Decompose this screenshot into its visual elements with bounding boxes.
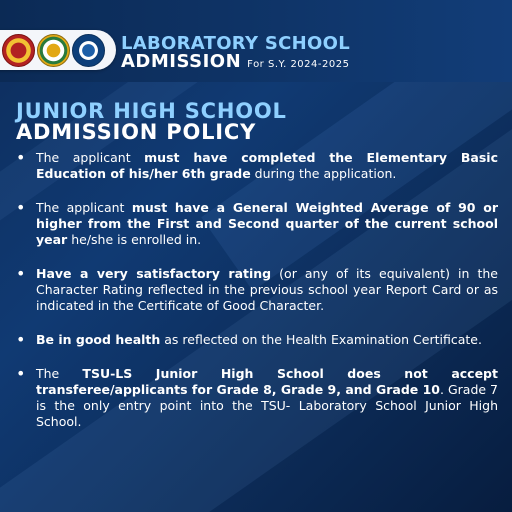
laboratory-school-seal-icon — [72, 34, 105, 67]
school-seal-icon — [37, 34, 70, 67]
policy-item — [14, 332, 498, 348]
policy-text: The applicant — [36, 200, 132, 215]
bullet-icon: • — [16, 148, 26, 167]
policy-text: The applicant — [36, 150, 145, 165]
section-title-line1: JUNIOR HIGH SCHOOL — [16, 99, 287, 123]
policy-list — [14, 150, 498, 430]
policy-text-bold: Have a very satisfactory rating — [36, 266, 272, 281]
policy-text: . Grade 7 is the only entry point into the TSU- Laboratory School Junior High School. — [36, 382, 498, 429]
bullet-icon: • — [16, 264, 26, 283]
policy-text-bold: TSU-LS Junior High School does not accept transferee/applicants for Grade 8, Grade 9, and Grade 10 — [36, 366, 498, 397]
policy-text-bold: must have a General Weighted Average of 90 or higher from the First and Second quarter of the current school year — [36, 200, 499, 247]
policy-text: (or any of its equivalent) in the Character Rating reflected in the previous school year Report Card or as indicated in the Certificate of Good Character. — [36, 266, 498, 313]
policy-text: he/she is enrolled in. — [67, 232, 202, 247]
bullet-icon: • — [16, 330, 26, 349]
tsu-seal-icon — [2, 34, 35, 67]
header-subtitle-row — [121, 52, 349, 75]
header-subtitle: ADMISSION — [121, 51, 242, 72]
policy-text-bold: Be in good health — [36, 332, 161, 347]
school-year: For S.Y. 2024-2025 — [247, 59, 350, 70]
bullet-icon: • — [16, 198, 26, 217]
policy-item — [14, 366, 498, 430]
policy-item — [14, 150, 498, 182]
policy-text: The — [36, 366, 83, 381]
policy-text-bold: must have completed the Elementary Basic Education of his/her 6th grade — [36, 150, 498, 181]
policy-item — [14, 266, 498, 314]
bullet-icon: • — [16, 364, 26, 383]
policy-item — [14, 200, 498, 248]
header-title: LABORATORY SCHOOL — [121, 33, 350, 54]
policy-text: during the application. — [250, 166, 397, 181]
section-title-line2: ADMISSION POLICY — [16, 120, 257, 144]
policy-text: as reflected on the Health Examination Certificate. — [160, 332, 482, 347]
